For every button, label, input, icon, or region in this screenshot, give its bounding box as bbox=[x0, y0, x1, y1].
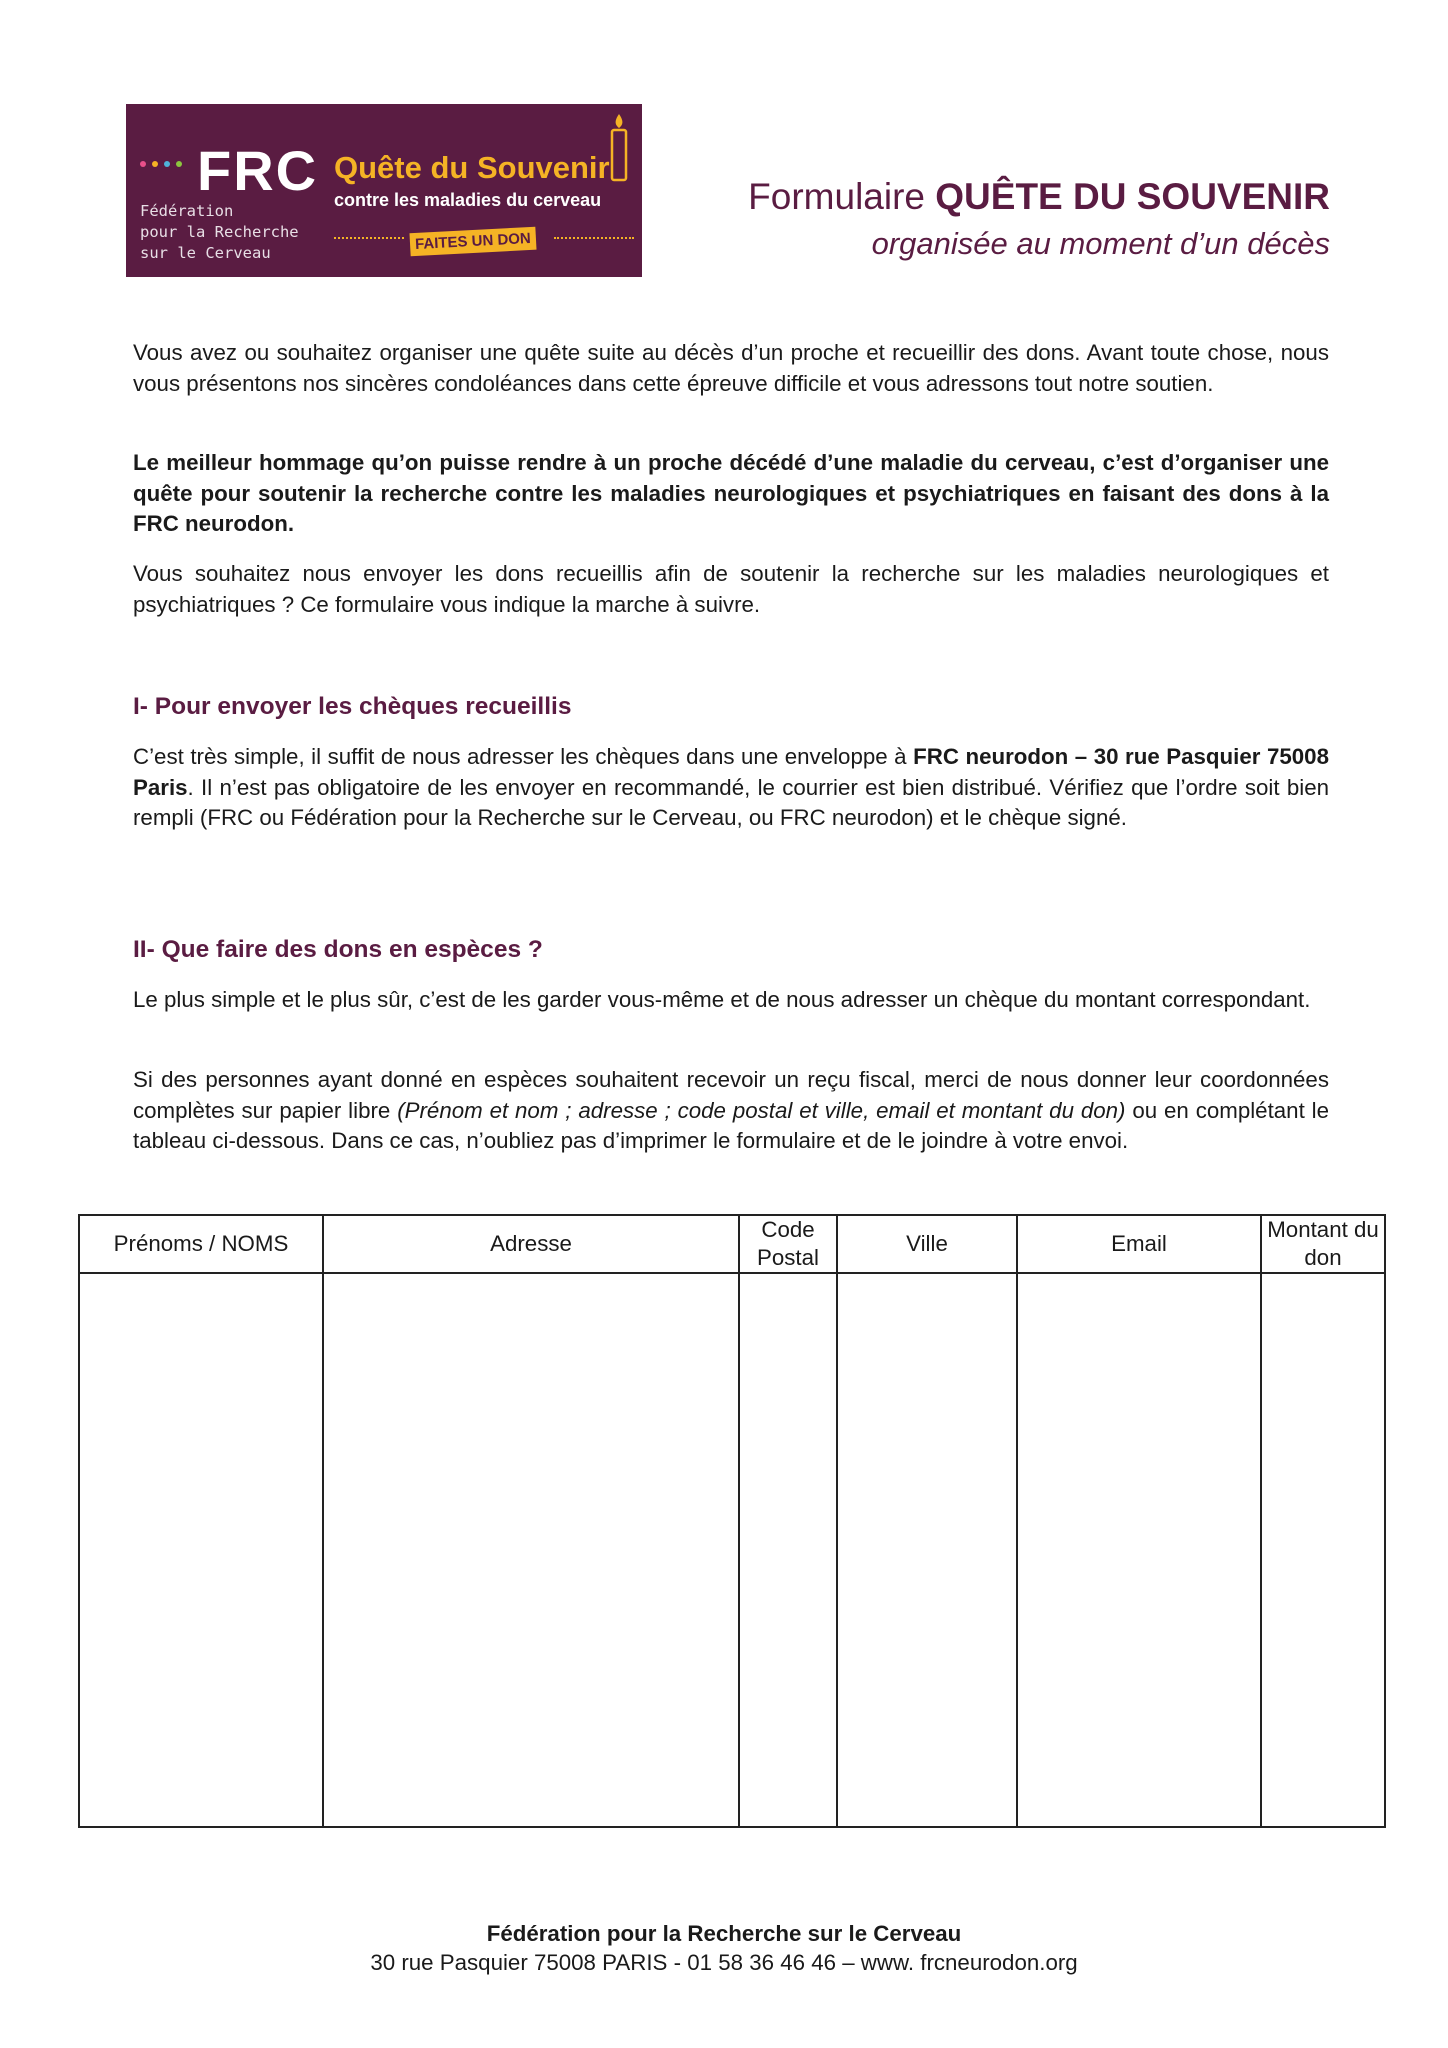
form-title-bold: QUÊTE DU SOUVENIR bbox=[935, 176, 1330, 217]
section-2-text-after: ou en complétant le tableau ci-dessous. Dans ce cas, n’oubliez pas d’imprimer le formulaire et de le joindre à votre envoi. bbox=[133, 1097, 1329, 1153]
col-header-email: Email bbox=[1017, 1215, 1261, 1273]
table-header-row bbox=[79, 1215, 1385, 1273]
section-2-paragraph-2 bbox=[133, 1065, 1329, 1157]
section-1-paragraph bbox=[133, 742, 1329, 834]
frc-logo-subtitle bbox=[140, 201, 299, 264]
section-2-text-italic: (Prénom et nom ; adresse ; code postal et ville, email et montant du don) bbox=[397, 1097, 1126, 1123]
section-1-address: FRC neurodon – 30 rue Pasquier 75008 Paris bbox=[133, 744, 1329, 800]
dotted-divider-left bbox=[334, 237, 404, 239]
frc-sub-line-2: pour la Recherche bbox=[140, 223, 299, 241]
footer-address: 30 rue Pasquier 75008 PARIS - 01 58 36 46 46 – www. frcneurodon.org bbox=[370, 1950, 1078, 1975]
donors-table bbox=[78, 1214, 1384, 1828]
form-title bbox=[748, 176, 1330, 218]
col-header-amount: Montant du don bbox=[1261, 1215, 1385, 1273]
campaign-title: Quête du Souvenir bbox=[334, 150, 610, 185]
donate-badge: FAITES UN DON bbox=[409, 227, 536, 257]
section-1-text-before: C’est très simple, il suffit de nous adresser les chèques dans une enveloppe à bbox=[133, 744, 914, 769]
frc-logo-text: FRC bbox=[197, 139, 319, 202]
cell-city[interactable] bbox=[837, 1273, 1017, 1827]
cell-amount[interactable] bbox=[1261, 1273, 1385, 1827]
footer-org-name: Fédération pour la Recherche sur le Cerveau bbox=[486, 1921, 962, 1946]
section-2-text-before: Si des personnes ayant donné en espèces souhaitent recevoir un reçu fiscal, merci de nous donner leur coordonnées complètes sur papier libre bbox=[133, 1067, 1329, 1123]
intro-paragraph-1: Vous avez ou souhaitez organiser une quête suite au décès d’un proche et recueillir des dons. Avant toute chose, nous vous présentons nos sincères condoléances dans cette épreuve difficile et vous adressons tout notre soutien. bbox=[133, 340, 1329, 396]
intro-paragraph-3: Vous souhaitez nous envoyer les dons recueillis afin de soutenir la recherche sur les maladies neurologiques et psychiatriques ? Ce formulaire vous indique la marche à suivre. bbox=[133, 561, 1329, 617]
cell-address[interactable] bbox=[323, 1273, 739, 1827]
section-1-title: I- Pour envoyer les chèques recueillis bbox=[133, 693, 572, 720]
form-title-prefix: Formulaire bbox=[748, 176, 936, 217]
section-1-text-after: . Il n’est pas obligatoire de les envoyer en recommandé, le courrier est bien distribué. Vérifiez que l’ordre soit bien rempli (FRC ou Fédération pour la Recherche sur le Cerveau, ou FRC neurodon) et le chèque signé. bbox=[133, 774, 1329, 830]
frc-campaign-banner bbox=[126, 104, 642, 277]
frc-sub-line-3: sur le Cerveau bbox=[140, 244, 271, 262]
intro-paragraph-2: Le meilleur hommage qu’on puisse rendre à un proche décédé d’une maladie du cerveau, c’est d’organiser une quête pour soutenir la recherche contre les maladies neurologiques et psychiatriques en faisant des dons à la FRC neurodon. bbox=[133, 450, 1329, 536]
form-subtitle: organisée au moment d’un décès bbox=[871, 226, 1330, 261]
candle-icon bbox=[602, 112, 636, 184]
col-header-address: Adresse bbox=[323, 1215, 739, 1273]
cell-postal-code[interactable] bbox=[739, 1273, 837, 1827]
col-header-postal-code: Code Postal bbox=[739, 1215, 837, 1273]
frc-sub-line-1: Fédération bbox=[140, 202, 234, 220]
cell-email[interactable] bbox=[1017, 1273, 1261, 1827]
table-row bbox=[79, 1273, 1385, 1827]
section-2-paragraph-1: Le plus simple et le plus sûr, c’est de les garder vous-même et de nous adresser un chèque du montant correspondant. bbox=[133, 987, 1311, 1012]
campaign-subtitle: contre les maladies du cerveau bbox=[334, 190, 602, 210]
col-header-city: Ville bbox=[837, 1215, 1017, 1273]
section-2-title: II- Que faire des dons en espèces ? bbox=[133, 936, 543, 963]
col-header-name: Prénoms / NOMS bbox=[79, 1215, 323, 1273]
dotted-divider-right bbox=[554, 237, 634, 239]
cell-name[interactable] bbox=[79, 1273, 323, 1827]
